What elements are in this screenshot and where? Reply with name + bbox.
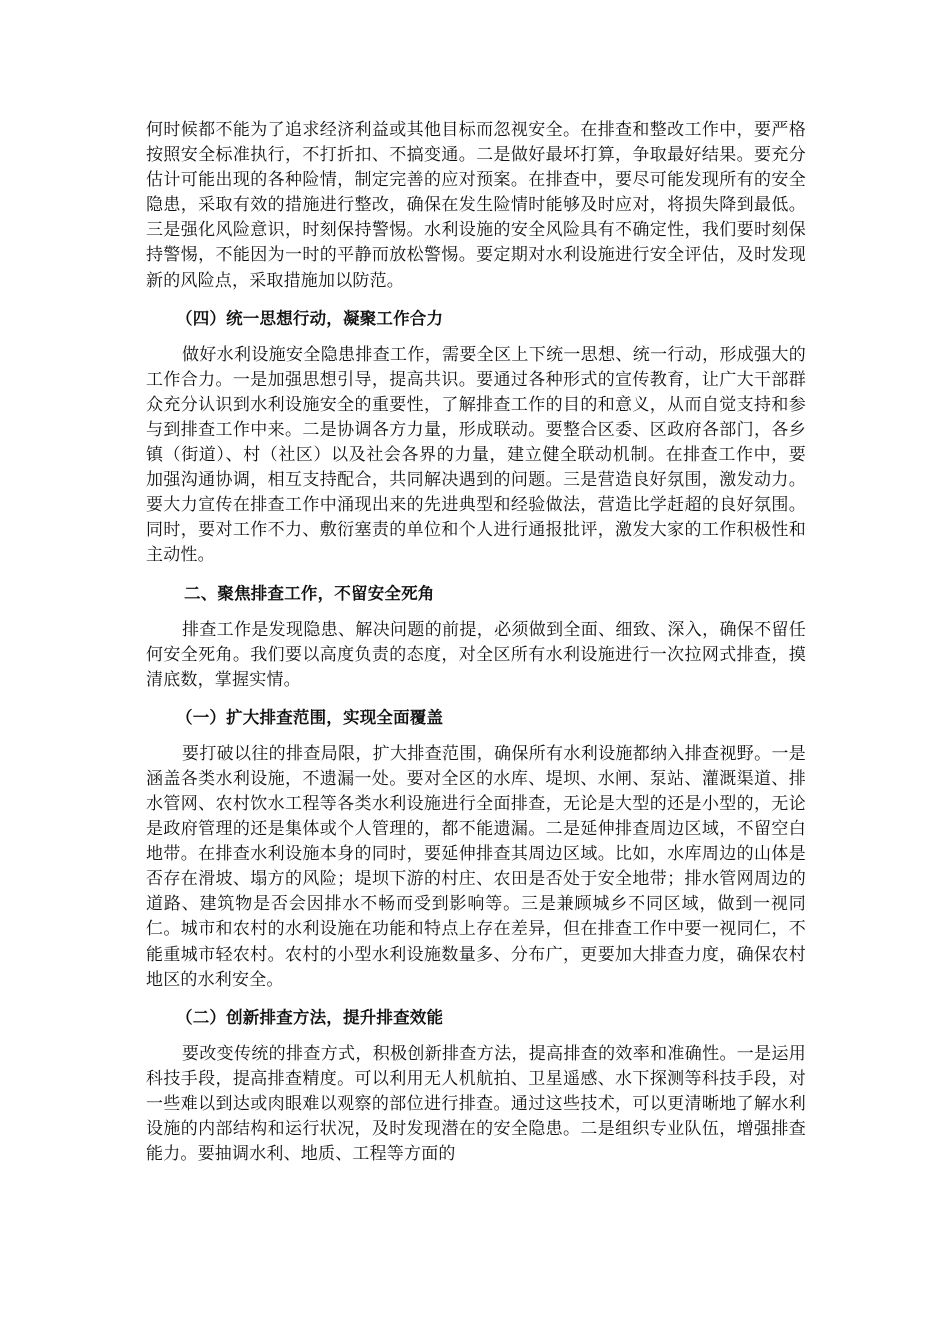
heading-focus-inspection: 二、聚焦排查工作，不留安全死角 (184, 583, 435, 603)
paragraph-safety-first-continued: 何时候都不能为了追求经济利益或其他目标而忽视安全。在排查和整改工作中，要严格按照安全标准执行，不打折扣、不搞变通。二是做好最坏打算，争取最好结果。要充分估计可能出现的各种险情，制定完善的应对预案。在排查中，要尽可能发现所有的安全隐患，采取有效的措施进行整改，确保在发生险情时能够及时应对，将损失降到最低。三是强化风险意识，时刻保持警惕。水利设施的安全风险具有不确定性，我们要时刻保持警惕，不能因为一时的平静而放松警惕。要定期对水利设施进行安全评估，及时发现新的风险点，采取措施加以防范。 (146, 120, 806, 291)
paragraph-focus-inspection: 排查工作是发现隐患、解决问题的前提，必须做到全面、细致、深入，确保不留任何安全死角。我们要以高度负责的态度，对全区所有水利设施进行一次拉网式排查，摸清底数，掌握实情。 (146, 619, 806, 690)
paragraph-unify-thinking: 做好水利设施安全隐患排查工作，需要全区上下统一思想、统一行动，形成强大的工作合力。一是加强思想引导，提高共识。要通过各种形式的宣传教育，让广大干部群众充分认识到水利设施安全的重要性，了解排查工作的目的和意义，从而自觉支持和参与到排查工作中来。二是协调各方力量，形成联动。要整合区委、区政府各部门，各乡镇（街道）、村（社区）以及社会各界的力量，建立健全联动机制。在排查工作中，要加强沟通协调，相互支持配合，共同解决遇到的问题。三是营造良好氛围，激发动力。要大力宣传在排查工作中涌现出来的先进典型和经验做法，营造比学赶超的良好氛围。同时，要对工作不力、敷衍塞责的单位和个人进行通报批评，激发大家的工作积极性和主动性。 (146, 344, 806, 566)
document-page (146, 118, 806, 1179)
paragraph-expand-scope: 要打破以往的排查局限，扩大排查范围，确保所有水利设施都纳入排查视野。一是涵盖各类水利设施，不遗漏一处。要对全区的水库、堤坝、水闸、泵站、灌溉渠道、排水管网、农村饮水工程等各类水利设施进行全面排查，无论是大型的还是小型的，无论是政府管理的还是集体或个人管理的，都不能遗漏。二是延伸排查周边区域，不留空白地带。在排查水利设施本身的同时，要延伸排查其周边区域。比如，水库周边的山体是否存在滑坡、塌方的风险；堤坝下游的村庄、农田是否处于安全地带；排水管网周边的道路、建筑物是否会因排水不畅而受到影响等。三是兼顾城乡不同区域，做到一视同仁。城市和农村的水利设施在功能和特点上存在差异，但在排查工作中要一视同仁，不能重城市轻农村。农村的小型水利设施数量多、分布广，更要加大排查力度，确保农村地区的水利安全。 (146, 743, 806, 990)
paragraph-innovate-methods: 要改变传统的排查方式，积极创新排查方法，提高排查的效率和准确性。一是运用科技手段，提高排查精度。可以利用无人机航拍、卫星遥感、水下探测等科技手段，对一些难以到达或肉眼难以观察的部位进行排查。通过这些技术，可以更清晰地了解水利设施的内部结构和运行状况，及时发现潜在的安全隐患。二是组织专业队伍，增强排查能力。要抽调水利、地质、工程等方面的 (146, 1043, 806, 1165)
heading-innovate-methods: （二）创新排查方法，提升排查效能 (176, 1007, 444, 1027)
heading-expand-scope: （一）扩大排查范围，实现全面覆盖 (176, 707, 444, 727)
heading-unify-thinking: （四）统一思想行动，凝聚工作合力 (176, 308, 444, 328)
